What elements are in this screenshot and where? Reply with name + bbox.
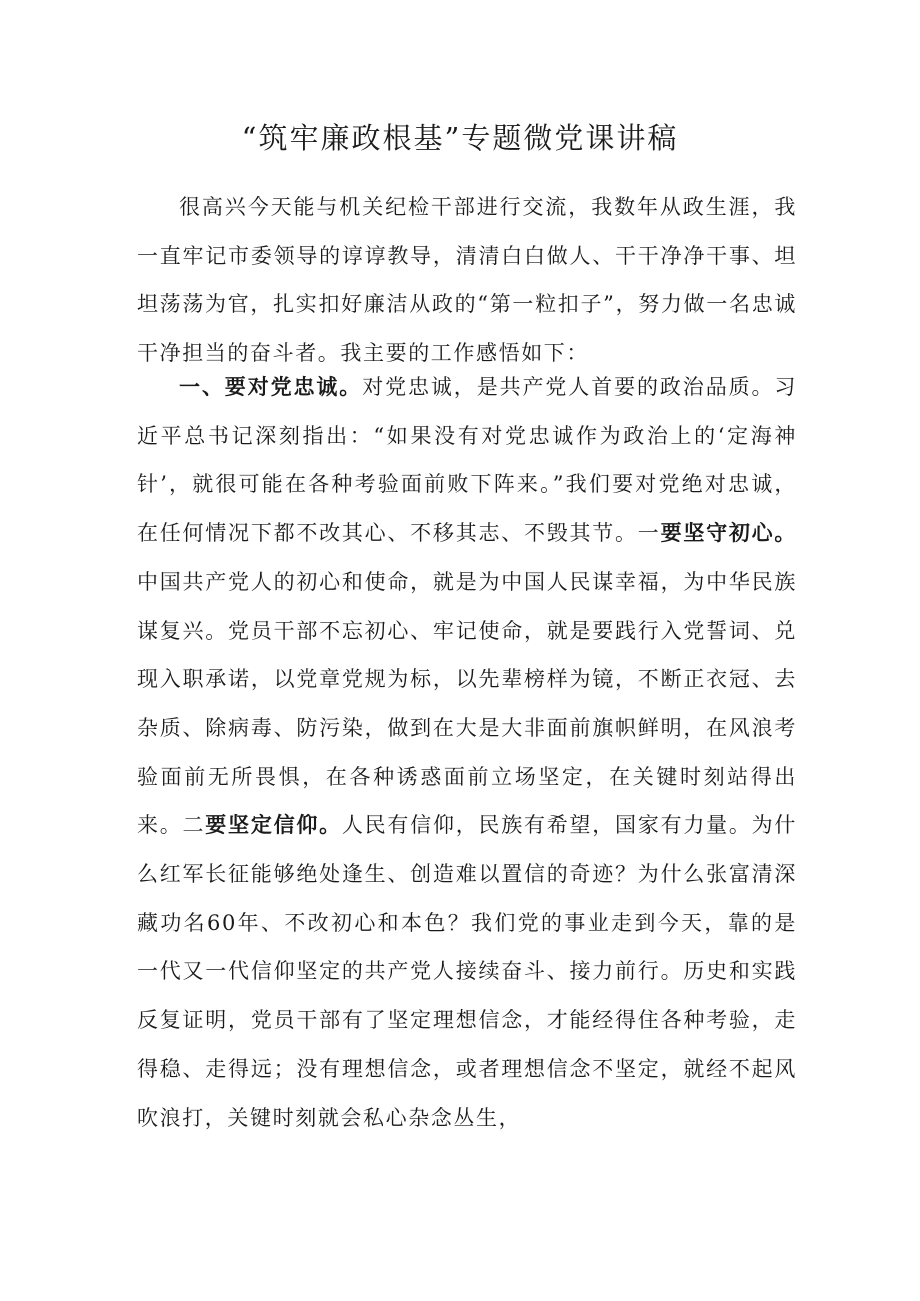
section-one-text-a: 对党忠诚，是共产党人首要的政治品质。习近平总书记深刻指出：“如果没有对党忠诚作为政治上的‘定海神针’，就很可能在各种考验面前败下阵来。”我们要对党绝对忠诚，在任何情况下都不改其心、不移其志、不毁其节。一 [137, 375, 797, 546]
point-one-heading: 要坚守初心。 [660, 520, 797, 546]
section-one-text-c: 人民有信仰，民族有希望，国家有力量。为什么红军长征能够绝处逢生、创造难以置信的奇迹？为什么张富清深藏功名60年、不改初心和本色？我们党的事业走到今天，靠的是一代又一代信仰坚定的共产党人接续奋斗、接力前行。历史和实践反复证明，党员干部有了坚定理想信念，才能经得住各种考验，走得稳、走得远；没有理想信念，或者理想信念不坚定，就经不起风吹浪打，关键时刻就会私心杂念丛生， [137, 813, 797, 1130]
document-title: “筑牢廉政根基”专题微党课讲稿 [241, 121, 679, 155]
section-one-text-b: 中国共产党人的初心和使命，就是为中国人民谋幸福，为中华民族谋复兴。党员干部不忘初心、牢记使命，就是要践行入党誓词、兑现入职承诺，以党章党规为标，以先辈榜样为镜，不断正衣冠、去杂质、除病毒、防污染，做到在大是大非面前旗帜鲜明，在风浪考验面前无所畏惧，在各种诱惑面前立场坚定，在关键时刻站得出来。二 [137, 569, 797, 838]
section-one-paragraph [137, 363, 797, 1142]
section-one-heading: 一、要对党忠诚。 [179, 374, 363, 399]
intro-paragraph: 很高兴今天能与机关纪检干部进行交流，我数年从政生涯，我一直牢记市委领导的谆谆教导，清清白白做人、干干净净干事、坦坦荡荡为官，扎实扣好廉洁从政的“第一粒扣子”，努力做一名忠诚干净担当的奋斗者。我主要的工作感悟如下： [137, 195, 797, 366]
point-two-heading: 要坚定信仰。 [205, 812, 342, 838]
